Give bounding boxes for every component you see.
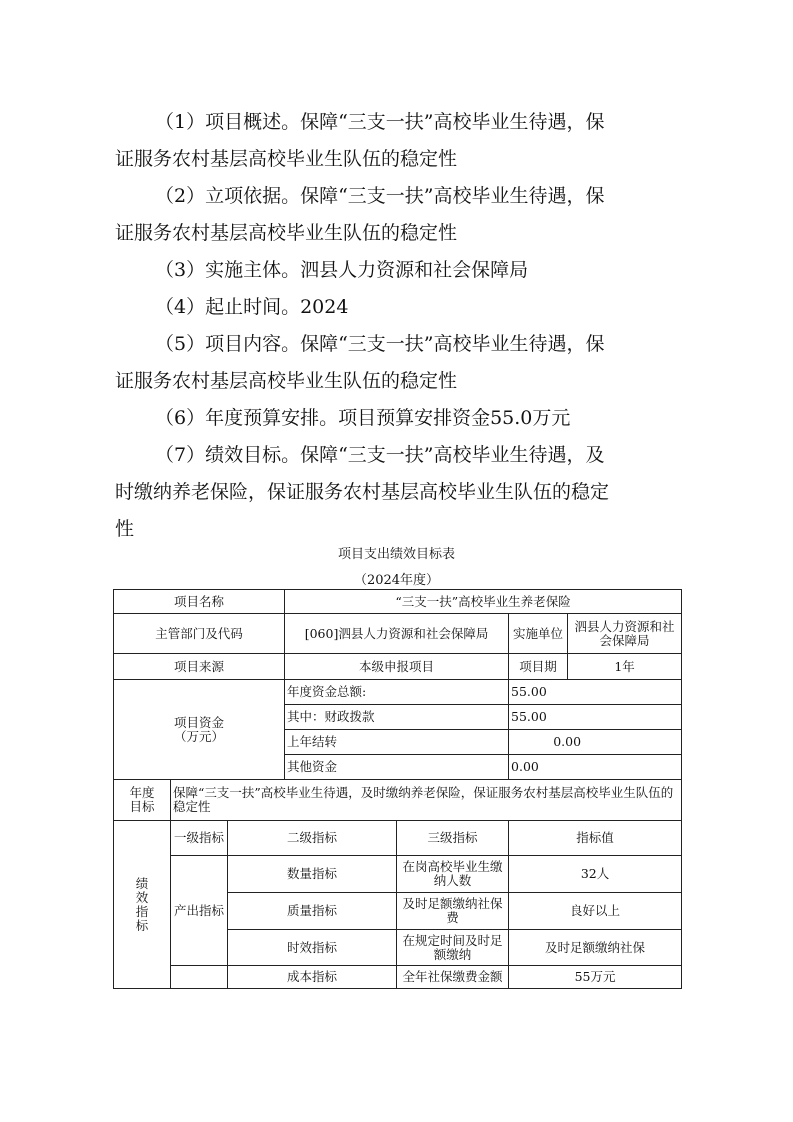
carryover-value: 0.00 — [509, 730, 682, 755]
level2-quantity: 数量指标 — [228, 856, 397, 893]
annual-goal-label — [114, 780, 171, 821]
level3-header: 三级指标 — [397, 821, 509, 856]
annual-total-label: 年度资金总额: — [285, 680, 509, 705]
funds-label — [114, 680, 285, 780]
period-label: 项目期 — [509, 654, 568, 680]
project-name: “三支一扶”高校毕业生养老保险 — [285, 590, 682, 614]
goal-label-line1: 年度 — [129, 785, 155, 800]
paragraph-1-cont: 证服务农村基层高校毕业生队伍的稳定性 — [115, 148, 458, 170]
paragraph-4: （4）起止时间。2024 — [155, 296, 349, 318]
indicators-label — [114, 821, 171, 989]
paragraph-3: （3）实施主体。泗县人力资源和社会保障局 — [155, 259, 529, 281]
level2-cost: 成本指标 — [228, 966, 397, 989]
paragraph-1: （1）项目概述。保障“三支一扶”高校毕业生待遇，保 — [155, 111, 605, 133]
period-value: 1年 — [568, 654, 682, 680]
value-cost: 55万元 — [509, 966, 682, 989]
performance-table — [113, 589, 682, 989]
level3-quality: 及时足额缴纳社保费 — [397, 893, 509, 930]
paragraph-6: （6）年度预算安排。项目预算安排资金55.0万元 — [155, 407, 571, 429]
paragraph-5-cont: 证服务农村基层高校毕业生队伍的稳定性 — [115, 370, 458, 392]
paragraph-2-cont: 证服务农村基层高校毕业生队伍的稳定性 — [115, 222, 458, 244]
level2-quality: 质量指标 — [228, 893, 397, 930]
indicators-char-4: 标 — [135, 917, 149, 933]
value-quantity: 32人 — [509, 856, 682, 893]
level3-quantity: 在岗高校毕业生缴纳人数 — [397, 856, 509, 893]
value-timeliness: 及时足额缴纳社保 — [509, 930, 682, 966]
dept-value: [060]泗县人力资源和社会保障局 — [285, 614, 509, 654]
impl-unit-value: 泗县人力资源和社会保障局 — [568, 614, 682, 654]
indicators-char-2: 效 — [135, 889, 149, 905]
source-label: 项目来源 — [114, 654, 285, 680]
paragraph-7-cont: 时缴纳养老保险，保证服务农村基层高校毕业生队伍的稳定 — [115, 481, 610, 503]
funds-unit-text: （万元） — [174, 728, 225, 744]
annual-goal-text: 保障“三支一扶”高校毕业生待遇，及时缴纳养老保险，保证服务农村基层高校毕业生队伍的稳定性 — [171, 780, 682, 821]
goal-label-line2: 目标 — [129, 799, 155, 814]
body-text — [115, 104, 685, 548]
impl-unit-label: 实施单位 — [509, 614, 568, 654]
value-header: 指标值 — [509, 821, 682, 856]
level3-timeliness: 在规定时间及时足额缴纳 — [397, 930, 509, 966]
paragraph-7-cont2: 性 — [115, 518, 135, 540]
level2-timeliness: 时效指标 — [228, 930, 397, 966]
fiscal-value: 55.00 — [509, 705, 682, 730]
table-year: （2024年度） — [353, 573, 440, 588]
carryover-label: 上年结转 — [285, 730, 509, 755]
value-quality: 良好以上 — [509, 893, 682, 930]
paragraph-5: （5）项目内容。保障“三支一扶”高校毕业生待遇，保 — [155, 333, 605, 355]
dept-label: 主管部门及代码 — [114, 614, 285, 654]
output-indicator-spacer — [171, 966, 228, 989]
level1-header: 一级指标 — [171, 821, 228, 856]
level3-cost: 全年社保缴费金额 — [397, 966, 509, 989]
annual-total-value: 55.00 — [509, 680, 682, 705]
other-funds-label: 其他资金 — [285, 755, 509, 780]
output-indicator-label: 产出指标 — [171, 856, 228, 966]
other-funds-value: 0.00 — [509, 755, 682, 780]
fiscal-label: 其中：财政拨款 — [285, 705, 509, 730]
source-value: 本级申报项目 — [285, 654, 509, 680]
funds-label-text: 项目资金 — [174, 714, 225, 730]
indicators-char-1: 绩 — [135, 875, 149, 891]
project-name-label: 项目名称 — [114, 590, 285, 614]
paragraph-7: （7）绩效目标。保障“三支一扶”高校毕业生待遇，及 — [155, 444, 605, 466]
indicators-char-3: 指 — [135, 903, 149, 919]
paragraph-2: （2）立项依据。保障“三支一扶”高校毕业生待遇，保 — [155, 185, 605, 207]
table-title: 项目支出绩效目标表 — [337, 547, 455, 562]
level2-header: 二级指标 — [228, 821, 397, 856]
